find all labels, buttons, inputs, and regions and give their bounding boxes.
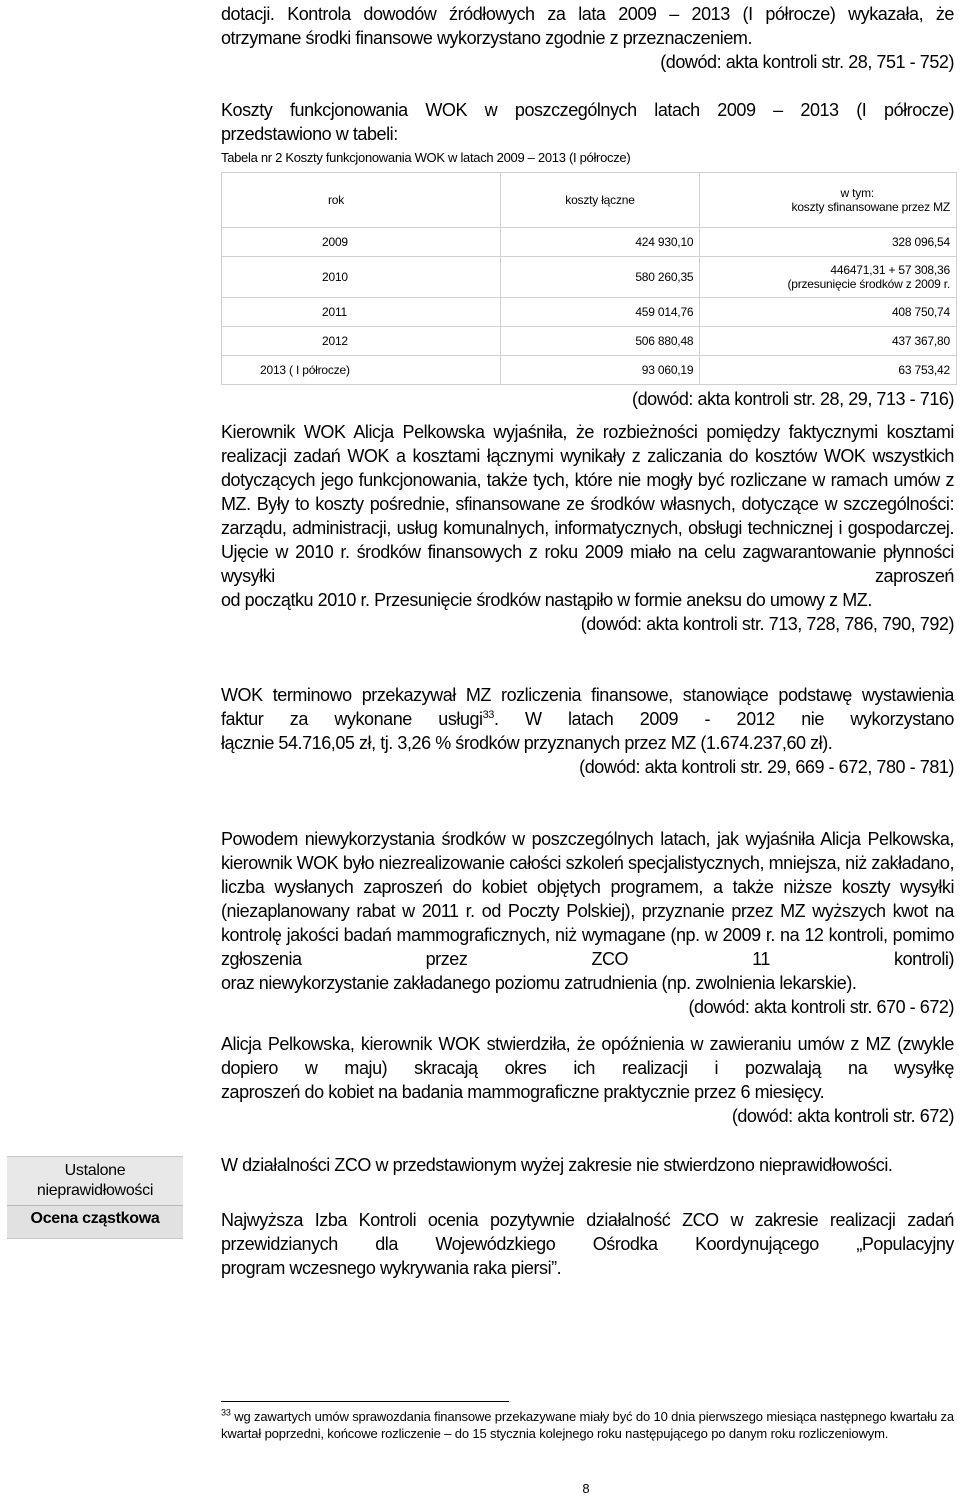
settlements-part-1: WOK terminowo przekazywał MZ rozliczenia finansowe, stanowiące podstawę wystawienia faktur za wykonane usługi — [221, 685, 954, 729]
row-2009-year: 2009 — [222, 228, 501, 257]
assessment-last-line: program wczesnego wykrywania raka piersi”. — [221, 1258, 562, 1278]
explanation-body: Kierownik WOK Alicja Pelkowska wyjaśniła, że rozbieżności pomiędzy faktycznymi kosztami realizacji zadań WOK a kosztami łącznymi wynikały z zaliczania do kosztów WOK wszystkich dotyczących jego funkcjonowania, także tych, które nie mogły być rozliczane w ramach umów z MZ. Były to koszty pośrednie, sfinansowane ze środków własnych, dotyczące w szczególności: zarządu, administracji, usług komunalnych, informatycznych, obsługi technicznej i gospodarczej. Ujęcie w 2010 r. środków finansowych z roku 2009 miało na celu zagwarantowanie płynności wysyłki zaproszeń — [221, 422, 954, 586]
table-header-row — [222, 173, 957, 228]
margin-sidebar — [7, 1156, 183, 1239]
sidebar-findings-line-1: Ustalone — [64, 1162, 126, 1179]
sidebar-assessment-label: Ocena cząstkowa — [7, 1205, 183, 1238]
settlements-source: (dowód: akta kontroli str. 29, 669 - 672, 780 - 781) — [579, 757, 954, 777]
table-row — [222, 228, 957, 257]
explanation-paragraph — [221, 420, 954, 636]
header-total: koszty łączne — [500, 173, 700, 228]
table-row — [222, 327, 957, 356]
row-2009-mz: 328 096,54 — [700, 228, 957, 257]
intro-paragraph — [221, 2, 954, 74]
row-2010-total: 580 260,35 — [500, 257, 700, 298]
footnote-number: 33 — [221, 1407, 231, 1418]
footnote-divider — [221, 1401, 509, 1402]
header-mz-line-1: w tym: — [840, 186, 874, 200]
sidebar-findings-label — [7, 1157, 183, 1205]
delays-source: (dowód: akta kontroli str. 672) — [731, 1106, 954, 1126]
footnote-text: wg zawartych umów sprawozdania finansowe przekazywane miały być do 10 dnia pierwszego miesiąca następnego kwartału za kwartał poprzedni, końcowe rozliczenie – do 15 stycznia kolejnego roku następującego po danym roku rozliczeniowym. — [221, 1409, 954, 1441]
sidebar-findings-line-2: nieprawidłowości — [36, 1182, 154, 1199]
row-2012-total: 506 880,48 — [500, 327, 700, 356]
row-2013-total: 93 060,19 — [500, 356, 700, 385]
reasons-body: Powodem niewykorzystania środków w poszczególnych latach, jak wyjaśniła Alicja Pelkowska, kierownik WOK było niezrealizowanie całości szkoleń specjalistycznych, mniejsza, niż zakładano, liczba wysłanych zaproszeń do kobiet objętych programem, a także niższe koszty wysyłki (niezaplanowany rabat w 2011 r. od Poczty Polskiej), przyznanie przez MZ wyższych kwot na kontrolę jakości badań mammograficznych, niż wymagane (np. w 2009 r. na 12 kontroli, pomimo zgłoszenia przez ZCO 11 kontroli) — [221, 829, 954, 969]
table-source: (dowód: akta kontroli str. 28, 29, 713 - 716) — [632, 389, 954, 409]
row-2011-total: 459 014,76 — [500, 298, 700, 327]
footnote — [221, 1408, 954, 1442]
table-row — [222, 257, 957, 298]
row-2010-mz-cell — [700, 257, 957, 298]
row-2010-mz-note: (przesunięcie środków z 2009 r. — [787, 277, 950, 291]
costs-intro — [221, 98, 954, 146]
header-mz — [700, 173, 957, 228]
row-2011-year: 2011 — [222, 298, 501, 327]
settlements-last-line: łącznie 54.716,05 zł, tj. 3,26 % środków przyznanych przez MZ (1.674.237,60 zł). — [221, 733, 833, 753]
row-2013-year: 2013 ( I półrocze) — [222, 356, 501, 385]
intro-line-2: otrzymane środki finansowe wykorzystano zgodnie z przeznaczeniem. — [221, 28, 753, 48]
delays-paragraph — [221, 1032, 954, 1128]
row-2009-total: 424 930,10 — [500, 228, 700, 257]
costs-table — [221, 172, 957, 385]
reasons-last-line: oraz niewykorzystanie zakładanego poziomu zatrudnienia (np. zwolnienia lekarskie). — [221, 973, 857, 993]
assessment-paragraph — [221, 1208, 954, 1280]
intro-line-1: dotacji. Kontrola dowodów źródłowych za lata 2009 – 2013 (I półrocze) wykazała, że — [221, 4, 954, 24]
settlements-part-2: . W latach 2009 - 2012 nie wykorzystano — [493, 709, 954, 729]
reasons-source: (dowód: akta kontroli str. 670 - 672) — [688, 997, 954, 1017]
explanation-last-line: od początku 2010 r. Przesunięcie środków nastąpiło w formie aneksu do umowy z MZ. — [221, 590, 872, 610]
row-2013-mz: 63 753,42 — [700, 356, 957, 385]
assessment-body: Najwyższa Izba Kontroli ocenia pozytywnie działalność ZCO w zakresie realizacji zadań przewidzianych dla Wojewódzkiego Ośrodka Koordynującego „Populacyjny — [221, 1210, 954, 1254]
row-2012-mz: 437 367,80 — [700, 327, 957, 356]
costs-table-block — [221, 150, 957, 411]
row-2010-year: 2010 — [222, 257, 501, 298]
explanation-source: (dowód: akta kontroli str. 713, 728, 786, 790, 792) — [580, 614, 954, 634]
table-caption: Tabela nr 2 Koszty funkcjonowania WOK w latach 2009 – 2013 (I półrocze) — [221, 150, 631, 165]
header-mz-line-2: koszty sfinansowane przez MZ — [791, 200, 950, 214]
table-row — [222, 356, 957, 385]
delays-body: Alicja Pelkowska, kierownik WOK stwierdziła, że opóźnienia w zawieraniu umów z MZ (zwykle dopiero w maju) skracają okres ich realizacji i pozwalają na wysyłkę — [221, 1034, 954, 1078]
costs-intro-line-2: przedstawiono w tabeli: — [221, 124, 398, 144]
intro-source: (dowód: akta kontroli str. 28, 751 - 752) — [660, 52, 954, 72]
findings-paragraph — [221, 1153, 954, 1177]
delays-last-line: zaproszeń do kobiet na badania mammograficzne praktycznie przez 6 miesięcy. — [221, 1082, 825, 1102]
row-2011-mz: 408 750,74 — [700, 298, 957, 327]
findings-text: W działalności ZCO w przedstawionym wyżej zakresie nie stwierdzono nieprawidłowości. — [221, 1155, 893, 1175]
table-row — [222, 298, 957, 327]
costs-intro-line-1: Koszty funkcjonowania WOK w poszczególnych latach 2009 – 2013 (I półrocze) — [221, 100, 954, 120]
header-year: rok — [222, 173, 501, 228]
row-2010-mz: 446471,31 + 57 308,36 — [830, 263, 950, 277]
settlements-body — [221, 683, 954, 731]
row-2012-year: 2012 — [222, 327, 501, 356]
footnote-ref: 33 — [482, 709, 494, 721]
page-number: 8 — [582, 1481, 590, 1496]
settlements-paragraph — [221, 683, 954, 779]
reasons-paragraph — [221, 827, 954, 1019]
